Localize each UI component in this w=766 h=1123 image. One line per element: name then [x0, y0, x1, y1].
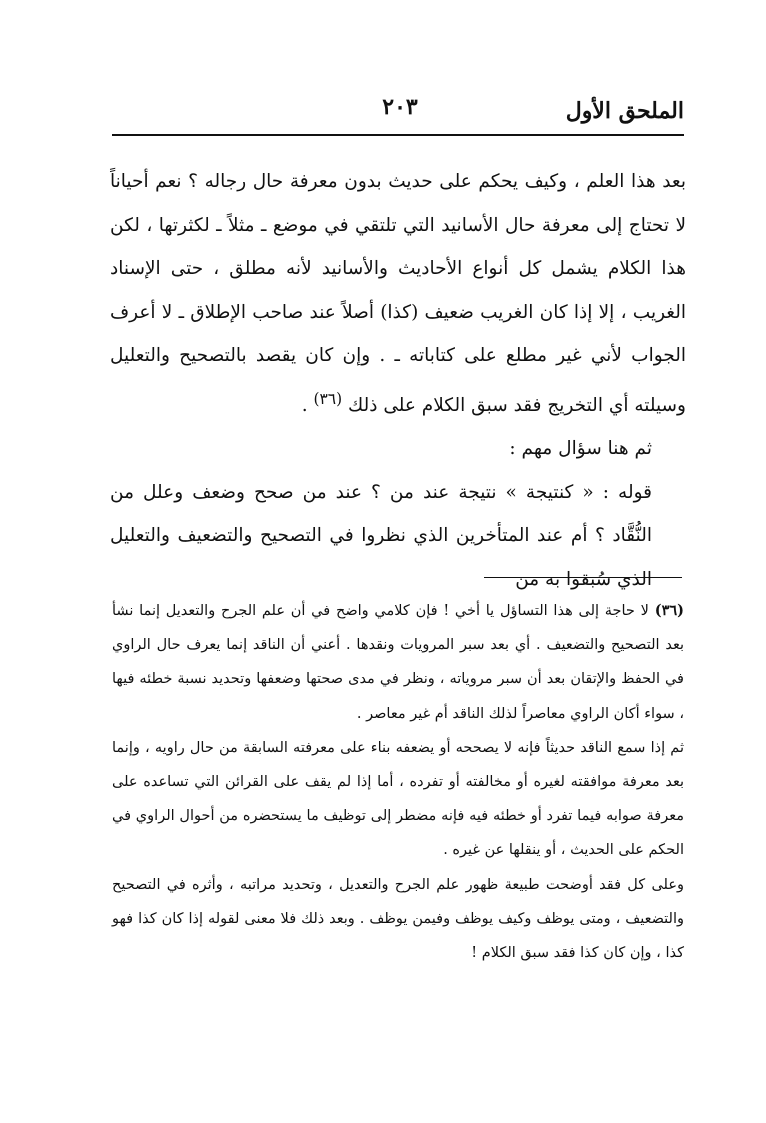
footnote-separator [484, 577, 682, 578]
body-paragraph-1 [110, 160, 686, 427]
page-number: ٢٠٣ [382, 94, 418, 120]
chapter-title: الملحق الأول [565, 98, 684, 124]
body-paragraph-1-end: . [301, 394, 314, 416]
footnote-reference[interactable]: (٣٦) [313, 389, 343, 408]
main-text [110, 160, 686, 601]
footnote-paragraph-1-text: لا حاجة إلى هذا التساؤل يا أخي ! فإن كلامي واضح في أن علم الجرح والتعديل إنما نشأ بعد التصحيح والتضعيف . أي بعد سبر المرويات ونقدها . أعني أن الناقد إنما يعرف حال الراوي في الحفظ والإتقان بعد أن سبر مروياته ، ونظر في مدى صحتها وضعفها وتحديد نسبة خطئه فيها ، سواء أكان الراوي معاصراً لذلك الناقد أم غير معاصر . [112, 603, 684, 722]
header-rule [112, 134, 684, 136]
footnote-paragraph-3: وعلى كل فقد أوضحت طبيعة ظهور علم الجرح والتعديل ، وتحديد مراتبه ، وأثره في التصحيح والتضعيف ، ومتى يوظف وكيف يوظف وفيمن يوظف . وبعد ذلك فلا معنى لقوله إذا كان كذا فهو كذا ، وإن كان كذا فقد سبق الكلام ! [112, 876, 684, 962]
question-line: ثم هنا سؤال مهم : [509, 438, 652, 460]
footnote-paragraph-2: ثم إذا سمع الناقد حديثاً فإنه لا يصححه أو يضعفه بناء على معرفته السابقة من حال راويه ، وإنما بعد معرفة موافقته لغيره أو مخالفته أو تفرده ، أما إذا لم يقف على القرائن التي تساعده على معرفة صوابه فيما تفرد أو خطئه فيه فإنه مضطر إلى توظيف ما يستحضره من أحوال الراوي في الحكم على الحديث ، أو ينقلها عن غيره . [112, 739, 684, 859]
running-header [112, 88, 684, 138]
body-paragraph-2: قوله : « كنتيجة » نتيجة عند من ؟ عند من صحح وضعف وعلل من النُّقَّاد ؟ أم عند المتأخرين الذي نظروا في التصحيح والتضعيف والتعليل الذي سُبقوا به من [110, 481, 652, 590]
footnote-paragraph-1 [112, 594, 684, 731]
body-paragraph-1-text: بعد هذا العلم ، وكيف يحكم على حديث بدون معرفة حال رجاله ؟ نعم أحياناً لا تحتاج إلى معرفة حال الأسانيد التي تلتقي في موضع ـ مثلاً ـ لكثرتها ، لكن هذا الكلام يشمل كل أنواع الأحاديث والأسانيد لأنه مطلق ، حتى الإسناد الغريب ، إلا إذا كان الغريب ضعيف (كذا) أصلاً عند صاحب الإطلاق ـ لا أعرف الجواب لأني غير مطلع على كتاباته ـ . وإن كان يقصد بالتصحيح والتعليل وسيلته أي التخريج فقد سبق الكلام على ذلك [110, 171, 686, 416]
footnote-number: (٣٦) [654, 602, 685, 619]
footnote-36 [112, 594, 684, 970]
